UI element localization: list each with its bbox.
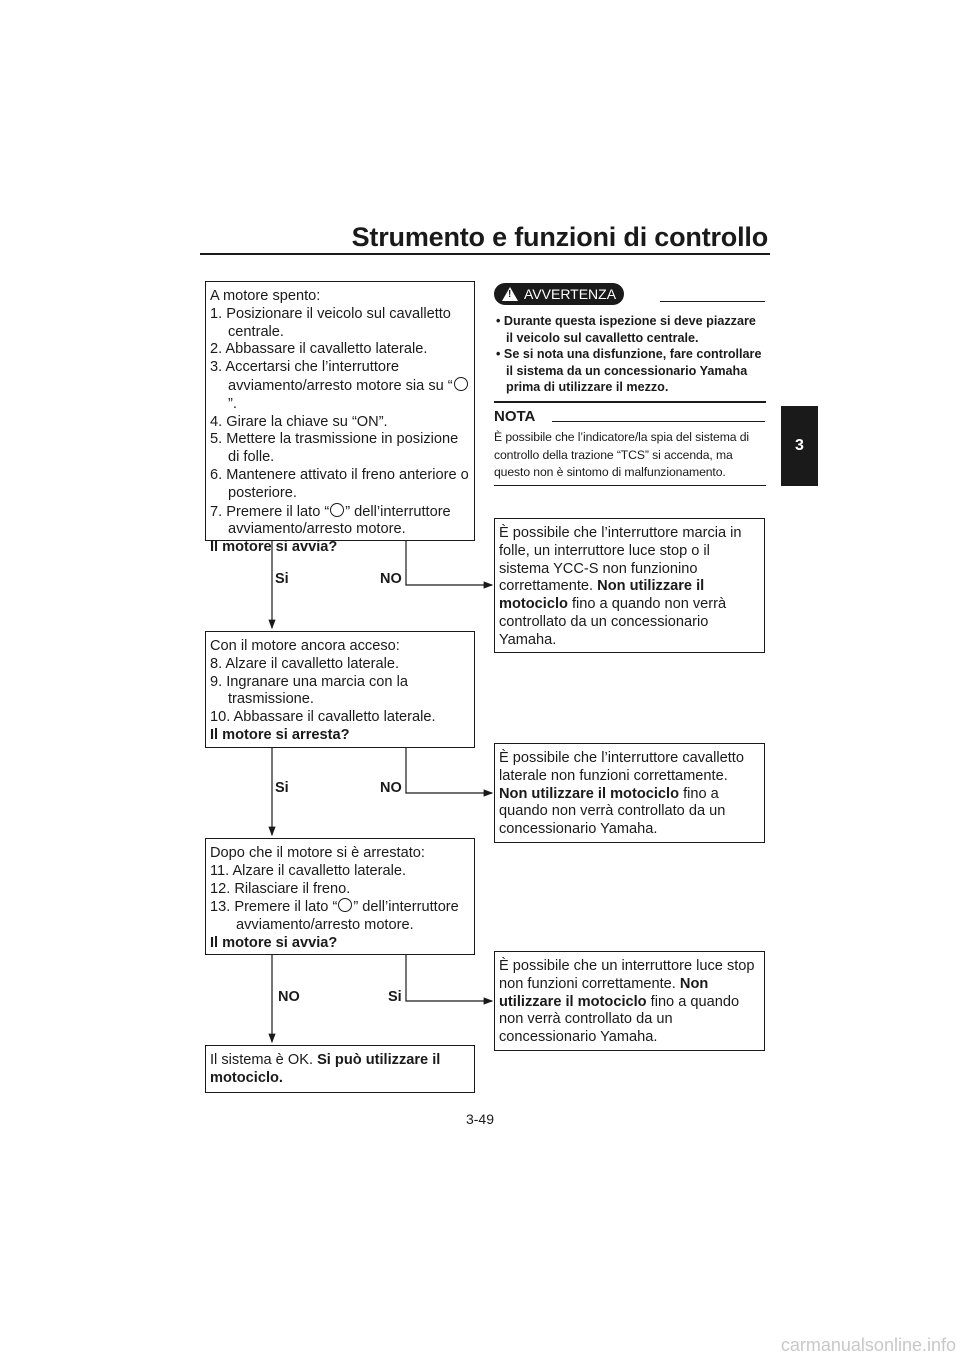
- step-line: [210, 377, 470, 414]
- note-body: È possibile che l’indicatore/la spia del sistema di controllo della trazione “TCS” si accenda, ma questo non è sintomo di malfunzionamento.: [494, 430, 750, 480]
- step-line-text: avviamento/arresto motore sia su “: [228, 377, 453, 394]
- warning-end-rule: [494, 401, 766, 403]
- step-line: posteriore.: [228, 484, 297, 501]
- footer-watermark: carmanualsonline.info: [780, 1335, 956, 1355]
- warning-body: [494, 313, 766, 396]
- result-text: È possibile che l’interruttore cavalletto laterale non funzioni correttamente.: [499, 750, 744, 784]
- result-tail: fino a quando non verrà controllato da un concessionario Yamaha.: [499, 785, 726, 838]
- label-si: Si: [275, 780, 289, 796]
- step-line: avviamento/arresto motore.: [236, 917, 414, 934]
- step-line-text: ” dell’interruttore: [353, 899, 459, 916]
- note-rule: [552, 421, 765, 422]
- page-title: Strumento e funzioni di controllo: [351, 222, 768, 252]
- result-box-1: [494, 518, 765, 653]
- label-si: Si: [275, 571, 289, 587]
- result-box-2: [494, 743, 765, 843]
- note-end-rule: [494, 485, 766, 486]
- ok-text-bold: Si può utilizzare il motociclo.: [210, 1052, 441, 1086]
- step-line: 2. Abbassare il cavalletto laterale.: [210, 341, 428, 358]
- step-line: 11. Alzare il cavalletto laterale.: [210, 862, 407, 879]
- step-line-text: 7. Premere il lato “: [210, 503, 330, 520]
- warning-item: • Se si nota una disfunzione, fare controllare il sistema da un concessionario Yamaha prima di utilizzare il mezzo.: [496, 347, 762, 394]
- label-no: NO: [380, 571, 402, 587]
- step-line-text: ”.: [228, 395, 237, 412]
- start-switch-icon: [330, 503, 344, 517]
- ok-text: Il sistema è OK.: [210, 1052, 318, 1068]
- step-question: Il motore si avvia?: [210, 934, 338, 951]
- warning-triangle-icon: [502, 287, 518, 301]
- step-line: [210, 898, 470, 917]
- step-box-ok: [205, 1045, 475, 1093]
- page-number: 3-49: [465, 1111, 495, 1127]
- chapter-tab: 3: [781, 406, 818, 486]
- start-switch-icon: [338, 898, 352, 912]
- result-box-3: [494, 951, 765, 1051]
- step-line: 9. Ingranare una marcia con la: [210, 673, 408, 690]
- result-text: È possibile che l’interruttore marcia in folle, un interruttore luce stop o il sistema YCC-S non funzionino correttamente.: [499, 525, 742, 595]
- step-box-1: [205, 281, 475, 556]
- result-tail: fino a quando non verrà controllato da un concessionario Yamaha.: [499, 596, 727, 648]
- warning-title: AVVERTENZA: [524, 286, 617, 302]
- result-warning: Non utilizzare il motociclo: [499, 578, 705, 613]
- step-question: Il motore si arresta?: [210, 726, 350, 743]
- step-line: 8. Alzare il cavalletto laterale.: [210, 655, 400, 672]
- step-question: Il motore si avvia?: [210, 539, 338, 556]
- step-box-2: [205, 631, 475, 748]
- step-line: centrale.: [228, 323, 284, 340]
- step-intro: Dopo che il motore si è arrestato:: [210, 845, 425, 861]
- step-line: 3. Accertarsi che l’interruttore: [210, 359, 399, 376]
- step-line: avviamento/arresto motore.: [228, 521, 406, 538]
- label-si: Si: [388, 989, 402, 1005]
- step-line: trasmissione.: [228, 691, 314, 708]
- step-line: 1. Posizionare il veicolo sul cavalletto: [210, 305, 451, 322]
- step-line: 5. Mettere la trasmissione in posizione: [210, 431, 459, 448]
- step-line-text: 13. Premere il lato “: [210, 899, 338, 916]
- result-text: È possibile che un interruttore luce stop non funzioni correttamente.: [499, 958, 755, 992]
- warning-header: [494, 283, 624, 305]
- result-warning: Non utilizzare il motociclo: [499, 785, 680, 802]
- step-line: 12. Rilasciare il freno.: [210, 880, 351, 897]
- step-line-text: ” dell’interruttore: [345, 503, 451, 520]
- warning-rule: [660, 301, 765, 302]
- switch-off-icon: [454, 377, 468, 391]
- warning-item-text: Se si nota una disfunzione, fare controllare il sistema da un concessionario Yamaha prima di utilizzare il mezzo.: [503, 347, 762, 394]
- step-line: [210, 503, 470, 522]
- warning-item-text: Durante questa ispezione si deve piazzare il veicolo sul cavalletto centrale.: [503, 314, 756, 345]
- step-line: 10. Abbassare il cavalletto laterale.: [210, 709, 436, 726]
- result-tail: fino a quando non verrà controllato da un concessionario Yamaha.: [499, 993, 740, 1046]
- step-line: di folle.: [228, 449, 275, 466]
- step-intro: A motore spento:: [210, 288, 321, 304]
- note-title: NOTA: [494, 408, 536, 425]
- step-intro: Con il motore ancora acceso:: [210, 638, 400, 654]
- step-line: 4. Girare la chiave su “ON”.: [210, 413, 388, 430]
- label-no: NO: [380, 780, 402, 796]
- step-line: 6. Mantenere attivato il freno anteriore o: [210, 466, 469, 483]
- step-box-3: [205, 838, 475, 955]
- result-warning: Non utilizzare il motociclo: [499, 975, 709, 1010]
- label-no: NO: [278, 989, 300, 1005]
- warning-item: • Durante questa ispezione si deve piazzare il veicolo sul cavalletto centrale.: [496, 314, 756, 345]
